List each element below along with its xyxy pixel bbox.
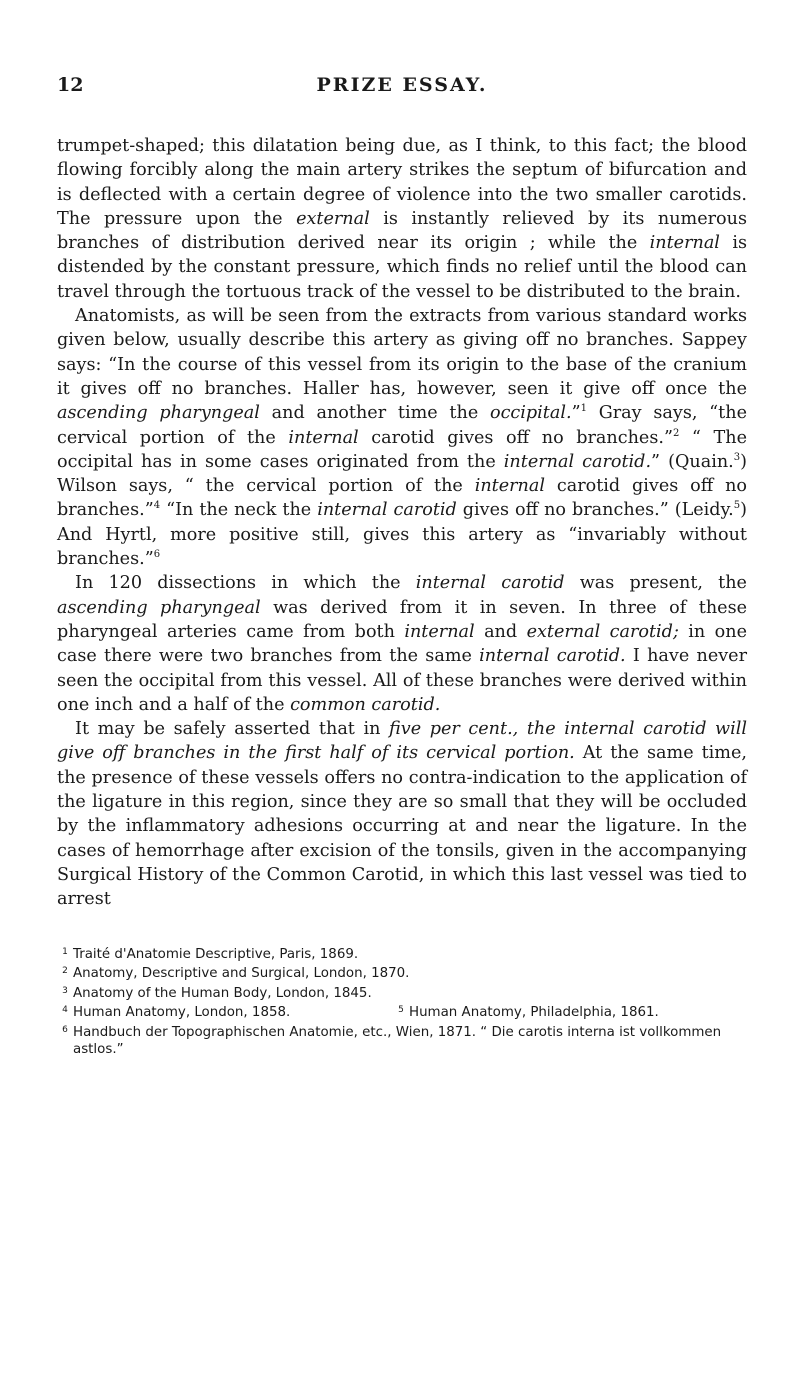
- text-run: It may be safely asserted that in: [75, 719, 390, 740]
- footnote-5: [393, 1002, 747, 1022]
- text-run: ”: [571, 403, 581, 424]
- text-run: At the same time, the presence of these vessels offers no contra-indication to the application of the ligature in this region, since they are so small that they will be occluded by the inflammatory adhesions occurring at and near the ligature. In the cases of hemorrhage after excision of the tonsils, given in the accompanying Surgical History of the Common Carotid, in which this last vessel was tied to arrest: [57, 743, 747, 910]
- text-run: was derived from it in seven. In three of these pharyngeal arteries came from both: [57, 597, 748, 642]
- text-run: Gray says, “the cervical portion of the: [57, 403, 747, 448]
- footnote-ref: 2: [672, 427, 680, 439]
- paragraph-2: [57, 304, 747, 571]
- footnote-mark: 6: [62, 1024, 68, 1035]
- text-run: carotid gives off no branches.”: [358, 427, 673, 448]
- text-run: in one case there were two branches from the same: [57, 621, 747, 667]
- footnote-text: Handbuch der Topographischen Anatomie, etc., Wien, 1871. “ Die carotis interna ist vollkommen astlos.”: [73, 1024, 722, 1057]
- footnote-text: Anatomy of the Human Body, London, 1845.: [73, 985, 372, 1001]
- text-run: “ The occipital has in some cases originated from the: [57, 427, 747, 472]
- footnote-mark: 4: [62, 1005, 68, 1015]
- body-text: [57, 134, 747, 912]
- italic-run: internal carotid: [415, 573, 565, 594]
- text-run: ) Wilson says, “ the cervical portion of the: [57, 451, 747, 497]
- page-header: [57, 74, 747, 104]
- paragraph-3: [57, 571, 747, 717]
- footnote-text: Anatomy, Descriptive and Surgical, London, 1870.: [73, 966, 410, 981]
- italic-run: external carotid;: [526, 621, 679, 642]
- italic-run: occipital.: [489, 403, 572, 424]
- text-run: trumpet-shaped; this dilatation being due, as I think, to this fact; the blood flowing forcibly along the main artery strikes the septum of bifurcation and is deflected with a certain degree of violence into the two smaller carotids. The pressure upon the: [57, 136, 747, 229]
- italic-run: ascending pharyngeal: [57, 403, 260, 424]
- italic-run: internal: [649, 233, 720, 254]
- text-run: carotid gives off no branches.”: [57, 476, 747, 521]
- footnote-ref: 4: [153, 500, 161, 512]
- text-run: In 120 dissections in which the: [75, 573, 416, 594]
- footnote-mark: 1: [62, 946, 68, 957]
- italic-run: internal carotid.: [479, 646, 626, 667]
- footnote-ref: 1: [580, 403, 587, 415]
- text-run: and: [474, 621, 527, 642]
- text-run: is instantly relieved by its numerous branches of distribution derived near its origin ; while the: [57, 208, 747, 254]
- italic-run: external: [296, 208, 370, 229]
- running-title: PRIZE ESSAY.: [316, 74, 488, 96]
- paragraph-1: [57, 134, 747, 304]
- italic-run: internal: [474, 476, 545, 497]
- footnote-text: Human Anatomy, London, 1858.: [73, 1005, 291, 1020]
- italic-run: internal carotid.: [503, 451, 652, 472]
- page: [57, 74, 747, 1059]
- text-run: was present, the: [564, 573, 747, 594]
- italic-run: ascending pharyngeal: [57, 597, 261, 618]
- footnote-mark: 5: [398, 1005, 404, 1015]
- text-run: ) And Hyrtl, more positive still, gives this artery as “invariably without branches.”: [57, 500, 747, 570]
- text-run: ” (Quain.: [651, 451, 734, 472]
- footnote-row: [57, 1002, 747, 1022]
- footnote-ref: 5: [733, 500, 741, 512]
- text-run: is distended by the constant pressure, which finds no relief until the blood can travel through the tortuous track of the vessel to be distributed to the brain.: [57, 233, 747, 302]
- paragraph-4: [57, 717, 747, 911]
- page-number: 12: [57, 74, 84, 96]
- footnotes: [57, 944, 747, 1059]
- italic-run: five per cent., the internal carotid will give off branches in the first half of its cervical portion.: [57, 719, 747, 764]
- italic-run: internal carotid: [317, 500, 457, 521]
- footnote-text: Human Anatomy, Philadelphia, 1861.: [409, 1005, 659, 1020]
- text-run: I have never seen the occipital from this vessel. All of these branches were derived within one inch and a half of the: [57, 646, 747, 715]
- footnote-2: [57, 963, 747, 983]
- italic-run: internal: [288, 427, 359, 448]
- italic-run: common carotid.: [290, 694, 441, 715]
- text-run: gives off no branches.” (Leidy.: [456, 500, 734, 521]
- text-run: Anatomists, as will be seen from the extracts from various standard works given below, usually describe this artery as giving off no branches. Sappey says: “In the course of this vessel from its origin to the base of the cranium it gives off no branches. Haller has, however, seen it give off once the: [57, 306, 747, 399]
- footnote-mark: 3: [62, 985, 68, 996]
- italic-run: internal: [404, 621, 475, 642]
- text-run: “In the neck the: [160, 500, 318, 521]
- footnote-ref: 6: [153, 549, 161, 561]
- footnote-1: [57, 944, 747, 964]
- footnote-mark: 2: [62, 966, 68, 976]
- text-run: and another time the: [259, 403, 490, 424]
- footnote-4: [57, 1002, 393, 1022]
- footnote-text: Traité d'Anatomie Descriptive, Paris, 1869.: [73, 946, 359, 962]
- footnote-6: [57, 1022, 747, 1059]
- footnote-ref: 3: [733, 452, 741, 463]
- footnote-3: [57, 983, 747, 1003]
